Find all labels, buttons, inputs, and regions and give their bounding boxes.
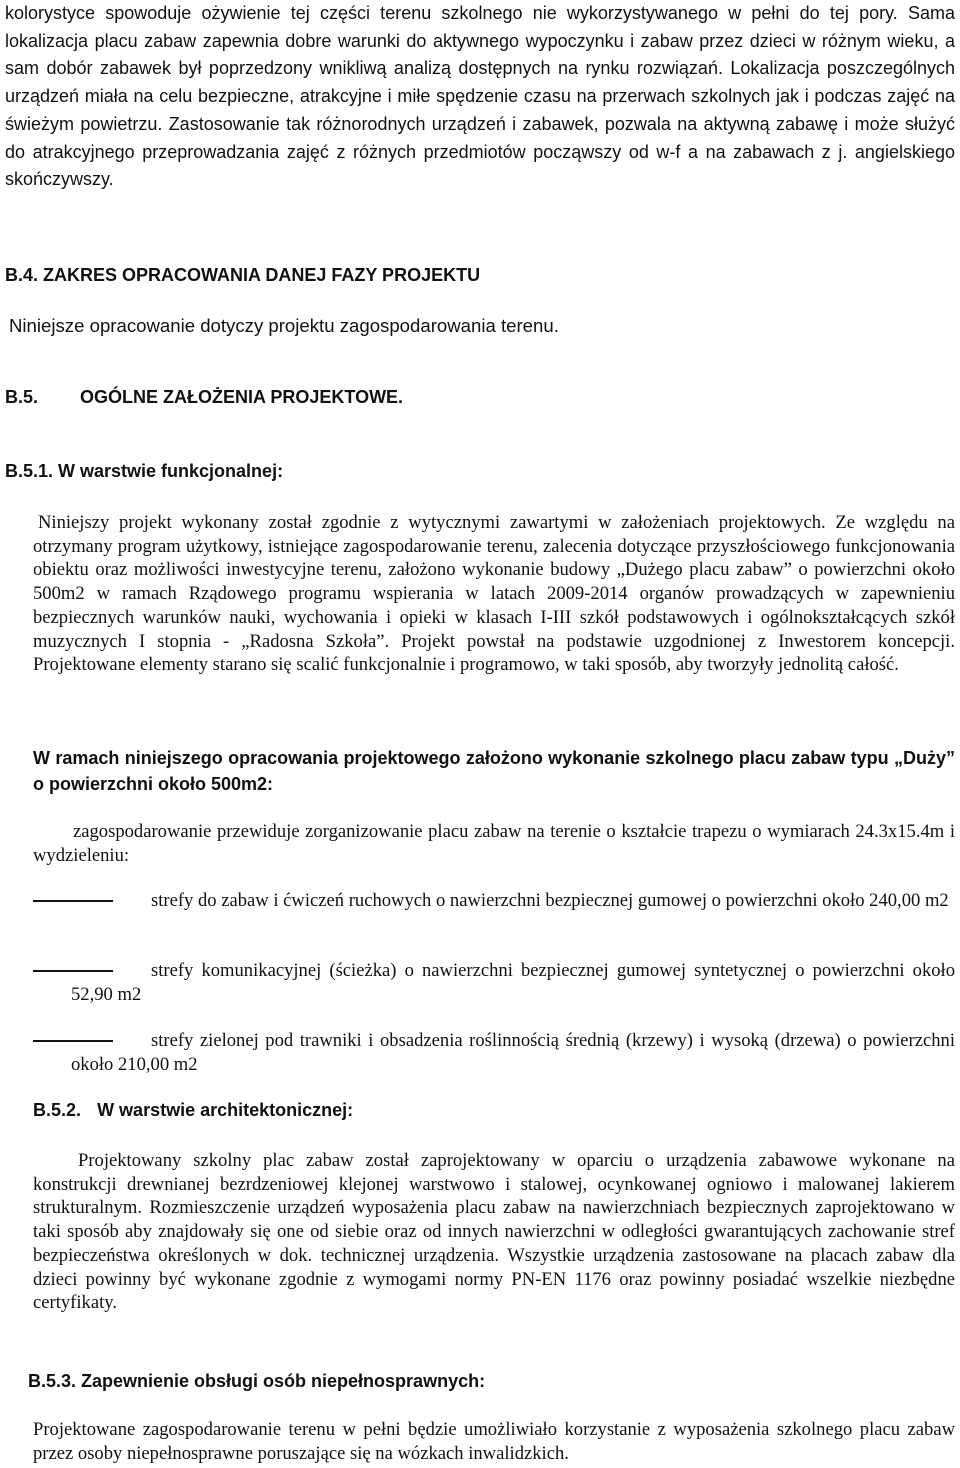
section-b51-heading: B.5.1. W warstwie funkcjonalnej: xyxy=(5,461,284,481)
section-b51-paragraph: Niniejszy projekt wykonany został zgodnie z wytycznymi zawartymi w założeniach projektowych. Ze względu na otrzymany program użytkowy, istniejące zagospodarowanie terenu, zalecenia dotyczące przyszłościowego funkcjonowania obiektu oraz możliwości inwestycyjne terenu, założono wykonanie budowy „Dużego placu zabaw” o powierzchni około 500m2 w ramach Rządowego programu wspierania w latach 2009-2014 organów prowadzących w zapewnieniu bezpiecznych warunków nauki, wychowania i opieki w klasach I-III szkół podstawowych i ogólnokształcących szkół muzycznych I stopnia - „Radosna Szkoła”. Projekt powstał na podstawie uzgodnionej z Inwestorem koncepcji. Projektowane elementy starano się scalić funkcjonalnie i programowo, w taki sposób, aby tworzyły jednolitą całość. xyxy=(33,512,955,676)
section-b53-paragraph: Projektowane zagospodarowanie terenu w pełni będzie umożliwiało korzystanie z wyposażenia szkolnego placu zabaw przez osoby niepełnosprawne poruszające się na wózkach inwalidzkich. xyxy=(33,1419,955,1464)
section-b52-paragraph: Projektowany szkolny plac zabaw został zaprojektowany w oparciu o urządzenia zabawowe wykonane na konstrukcji drewnianej bezrdzeniowej klejonej warstwowo i stalowej, ocynkowanej ogniowo i malowanej lakierem strukturalnym. Rozmieszczenie urządzeń wyposażenia placu zabaw na nawierzchniach bezpiecznych zaprojektowano w taki sposób aby znajdowały się one od siebie oraz od innych nawierzchni w odległości gwarantujących zachowanie stref bezpieczeństwa określonych w dok. technicznej urządzenia. Wszystkie urządzenia zastosowane na placach zabaw dla dzieci powinny być wykonane zgodnie z wymogami normy PN-EN 1176 oraz powinny posiadać wszelkie niezbędne certyfikaty. xyxy=(33,1150,955,1314)
section-b52-title: W warstwie architektonicznej: xyxy=(97,1100,354,1120)
section-b51-bold-statement: W ramach niniejszego opracowania projektowego założono wykonanie szkolnego placu zabaw typu „Duży” o powierzchni około 500m2: xyxy=(33,748,955,794)
section-b51-area-paragraph: zagospodarowanie przewiduje zorganizowanie placu zabaw na terenie o kształcie trapezu o wymiarach 24.3x15.4m i wydzieleniu: xyxy=(33,821,955,866)
section-b52-number: B.5.2. xyxy=(33,1100,82,1120)
section-b4-title: ZAKRES OPRACOWANIA DANEJ FAZY PROJEKTU xyxy=(43,265,481,285)
section-b5-number: B.5. xyxy=(5,387,39,407)
list-item: strefy do zabaw i ćwiczeń ruchowych o nawierzchni bezpiecznej gumowej o powierzchni około 240,00 m2 xyxy=(151,890,949,911)
section-b52-heading xyxy=(33,1100,353,1121)
section-b53-heading: B.5.3. Zapewnienie obsługi osób niepełnosprawnych: xyxy=(28,1371,486,1391)
section-b4-text: Niniejsze opracowanie dotyczy projektu zagospodarowania terenu. xyxy=(9,315,559,336)
section-b4-heading xyxy=(5,265,480,286)
section-b5-heading xyxy=(5,387,403,408)
section-b5-title: OGÓLNE ZAŁOŻENIA PROJEKTOWE. xyxy=(80,387,404,407)
list-item: strefy komunikacyjnej (ścieżka) o nawierzchni bezpiecznej gumowej syntetycznej o powierzchni około 52,90 m2 xyxy=(71,960,955,1005)
intro-paragraph: kolorystyce spowoduje ożywienie tej części terenu szkolnego nie wykorzystywanego w pełni do tej pory. Sama lokalizacja placu zabaw zapewnia dobre warunki do aktywnego wypoczynku i zabaw przez dzieci w różnym wieku, a sam dobór zabawek był poprzedzony wnikliwą analizą dostępnych na rynku rozwiązań. Lokalizacja poszczególnych urządzeń miała na celu bezpieczne, atrakcyjne i miłe spędzenie czasu na przerwach szkolnych jak i podczas zajęć na świeżym powietrzu. Zastosowanie tak różnorodnych urządzeń i zabawek, pozwala na aktywną zabawę i może służyć do atrakcyjnego przeprowadzania zajęć z różnych przedmiotów począwszy od w-f a na zabawach z j. angielskiego skończywszy. xyxy=(5,3,955,190)
list-item: strefy zielonej pod trawniki i obsadzenia roślinnością średnią (krzewy) i wysoką (drzewa) o powierzchni około 210,00 m2 xyxy=(71,1030,955,1075)
section-b4-number: B.4. xyxy=(5,265,39,285)
